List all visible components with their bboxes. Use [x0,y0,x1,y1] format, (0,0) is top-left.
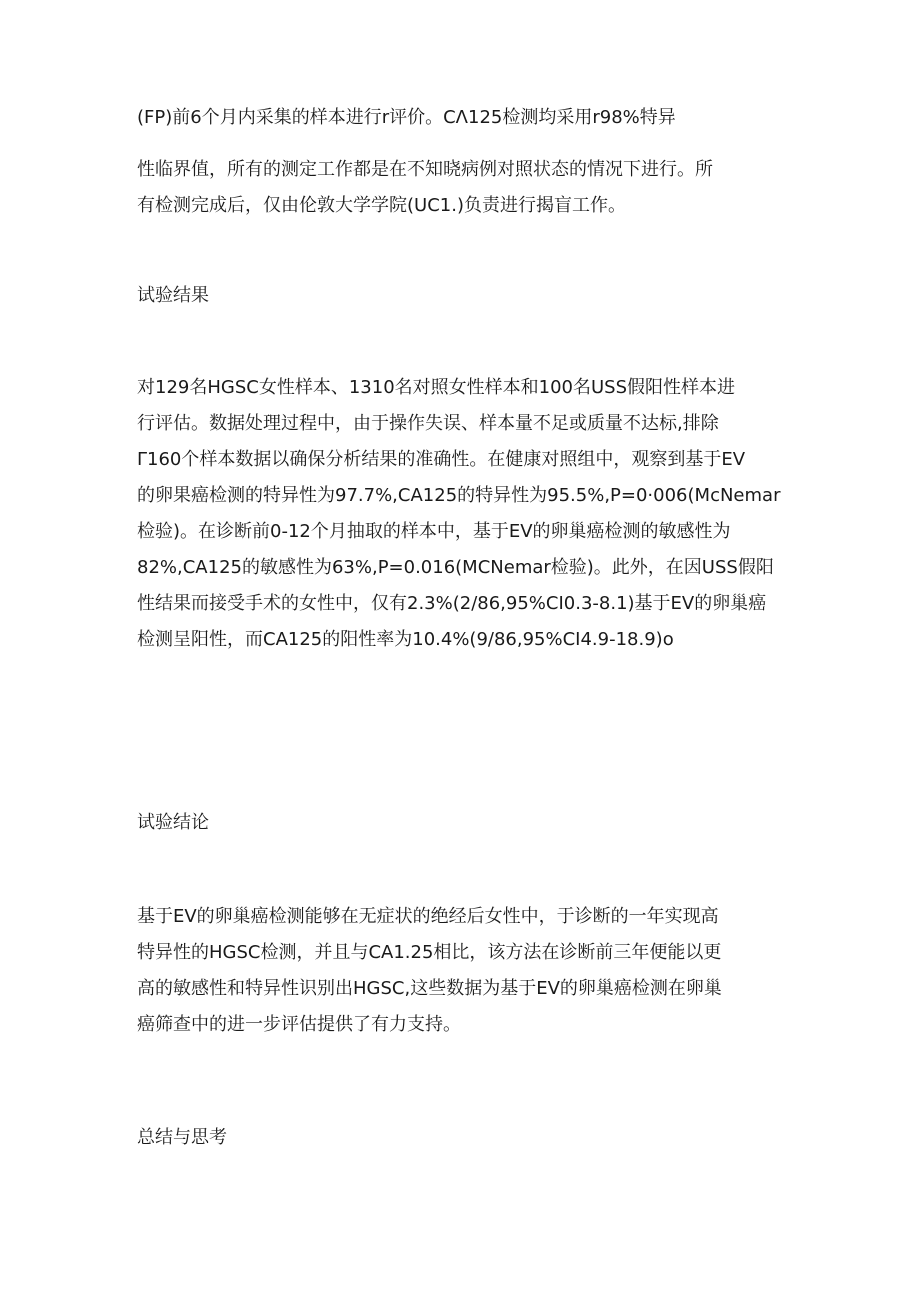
text-line: 的卵果癌检测的特异性为97.7%,CA125的特异性为95.5%,P=0·006(McNemar [137,485,781,506]
paragraph-results [137,370,787,658]
text-line: 性结果而接受手术的女性中，仅有2.3%(2/86,95%CI0.3-8.1)基于EV的卵巢癌 [137,593,767,614]
text-line: 有检测完成后，仅由伦敦大学学院(UC1.)负责进行揭盲工作。 [137,195,626,216]
text-line: (FP)前6个月内采集的样本进行r评价。CΛ125检测均采用r98%特异 [137,107,676,128]
text-line: 基于EV的卵巢癌检测能够在无症状的绝经后女性中，于诊断的一年实现高 [137,906,719,927]
text-line: 高的敏感性和特异性识别出HGSC,这些数据为基于EV的卵巢癌检测在卵巢 [137,978,722,999]
paragraph-conclusion [137,899,787,1043]
text-line: 癌筛查中的进一步评估提供了有力支持。 [137,1014,461,1035]
heading-conclusion: 试验结论 [137,812,209,833]
paragraph-methods-tail [137,100,787,136]
text-line: 行评估。数据处理过程中，由于操作失误、样本量不足或质量不达标,排除 [137,413,719,434]
text-line: 性临界值，所有的测定工作都是在不知晓病例对照状态的情况下进行。所 [137,159,713,180]
heading-results: 试验结果 [137,285,209,306]
text-line: 检测呈阳性，而CA125的阳性率为10.4%(9/86,95%CI4.9-18.9)o [137,629,674,650]
heading-summary: 总结与思考 [137,1127,227,1148]
text-line: 82%,CA125的敏感性为63%,P=0.016(MCNemar检验)。此外，在因USS假阳 [137,557,774,578]
text-line: 检验)。在诊断前0-12个月抽取的样本中，基于EV的卵巢癌检测的敏感性为 [137,521,731,542]
paragraph-blinding [137,152,787,224]
text-line: 特异性的HGSC检测，并且与CA1.25相比，该方法在诊断前三年便能以更 [137,942,722,963]
text-line: 对129名HGSC女性样本、1310名对照女性样本和100名USS假阳性样本进 [137,377,736,398]
text-line: Γ160个样本数据以确保分析结果的准确性。在健康对照组中，观察到基于EV [137,449,746,470]
